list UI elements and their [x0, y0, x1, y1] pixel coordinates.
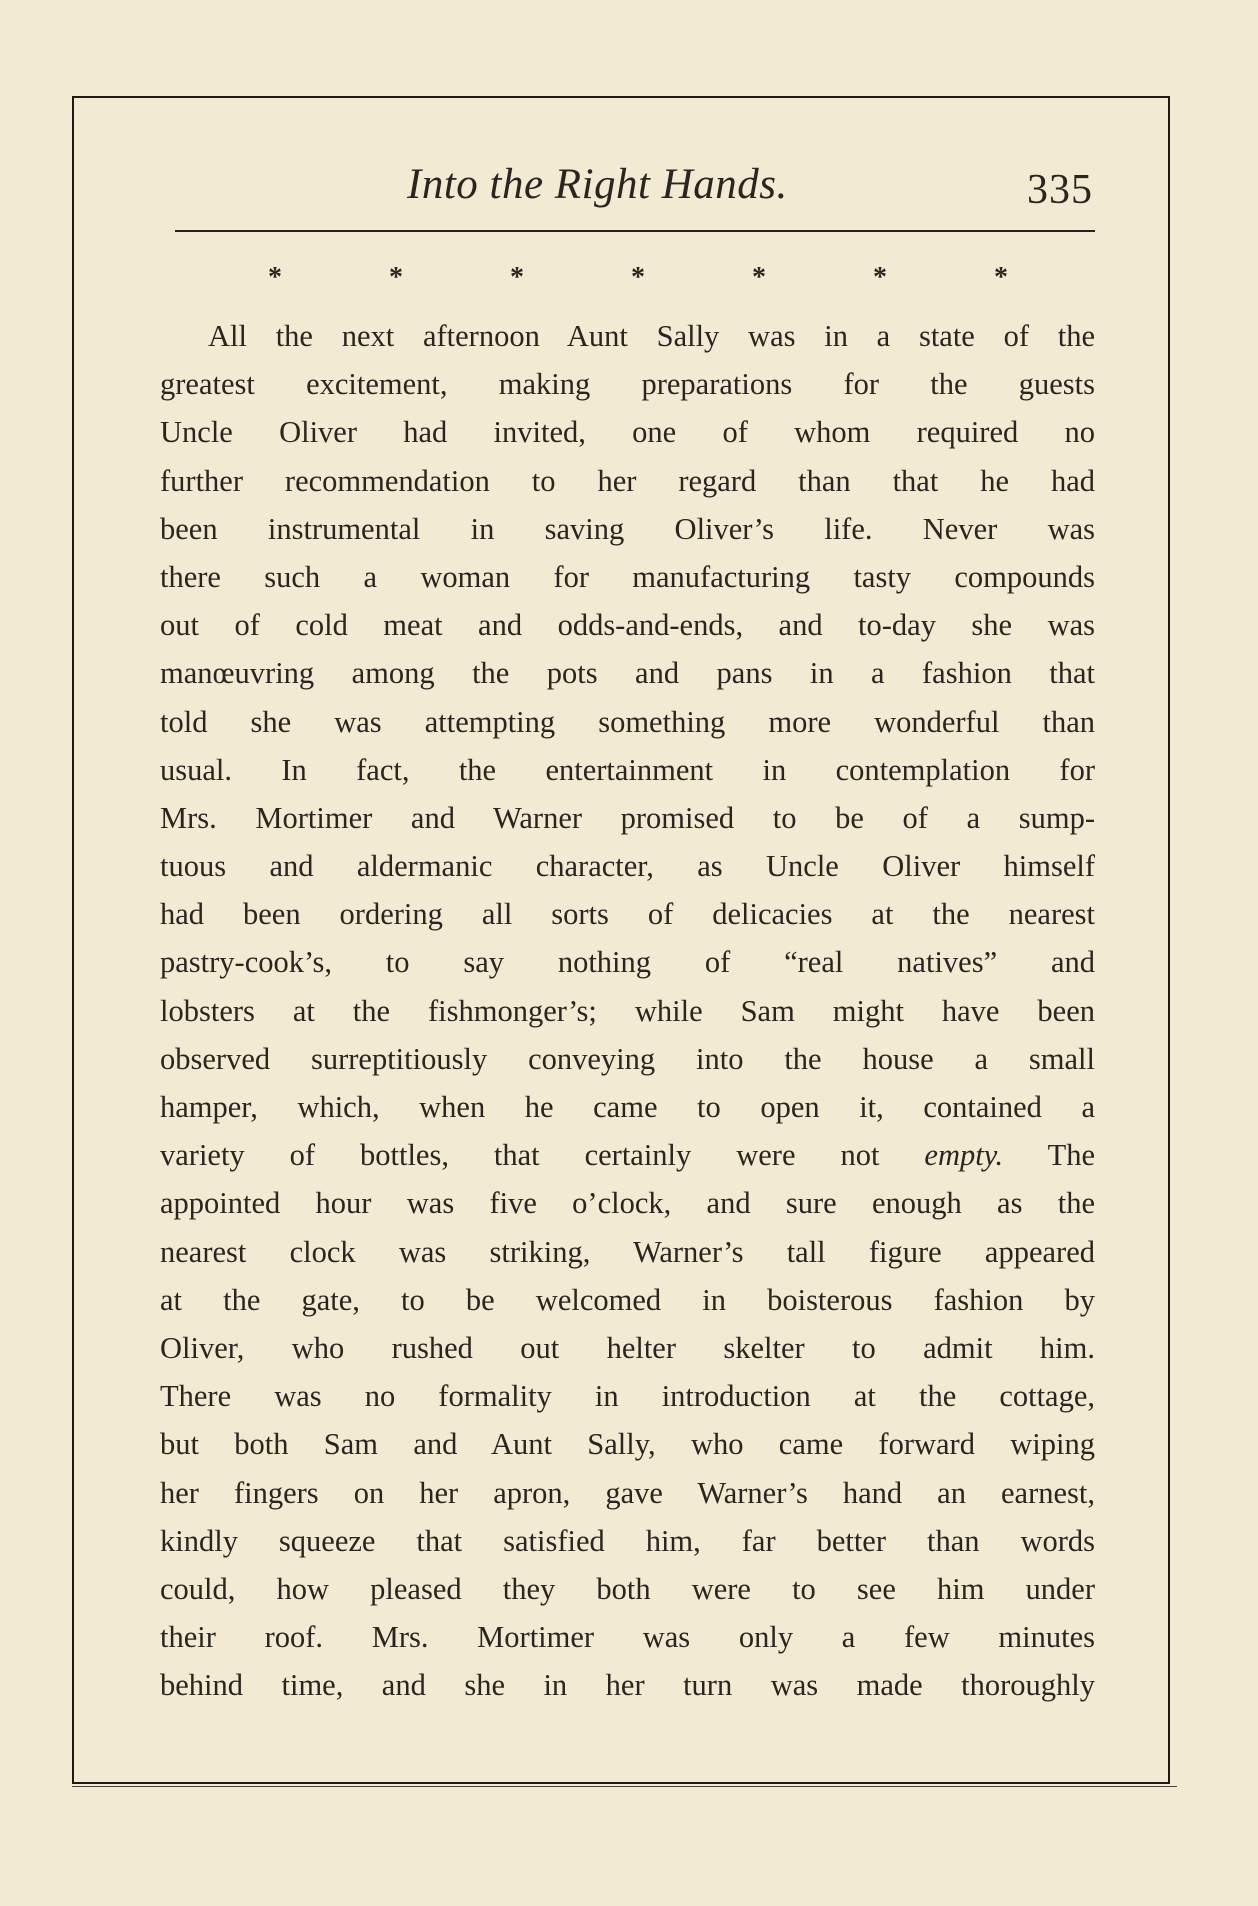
section-break-asterisk: * [752, 262, 766, 293]
text-line: her fingers on her apron, gave Warner’s hand an earnest, [160, 1475, 1095, 1510]
text-line-part: variety of bottles, that certainly were not [160, 1138, 880, 1173]
text-line: pastry-cook’s, to say nothing of “real natives” and [160, 945, 1095, 980]
text-line: tuous and aldermanic character, as Uncle Oliver himself [160, 849, 1095, 884]
text-line: there such a woman for manufacturing tasty compounds [160, 559, 1095, 594]
page-number: 335 [1027, 167, 1093, 213]
section-break-asterisk: * [510, 262, 524, 293]
text-line: lobsters at the fishmonger’s; while Sam might have been [160, 993, 1095, 1028]
text-line: All the next afternoon Aunt Sally was in a state of the [208, 319, 1095, 353]
text-line: Mrs. Mortimer and Warner promised to be of a sump- [160, 800, 1095, 835]
text-line: out of cold meat and odds-and-ends, and to-day she was [160, 608, 1095, 643]
header-rule [175, 230, 1095, 232]
running-title: Into the Right Hands. [407, 161, 788, 208]
section-break-asterisk: * [631, 262, 645, 293]
text-line: behind time, and she in her turn was made thoroughly [160, 1668, 1095, 1703]
section-break [268, 262, 1008, 294]
text-line: nearest clock was striking, Warner’s tall figure appeared [160, 1234, 1095, 1269]
text-line: further recommendation to her regard than that he had [160, 463, 1095, 498]
text-line: been instrumental in saving Oliver’s life. Never was [160, 511, 1095, 546]
text-line: usual. In fact, the entertainment in contemplation for [160, 752, 1095, 787]
bottom-rule [72, 1786, 1177, 1787]
section-break-asterisk: * [268, 262, 282, 293]
text-line-with-italic [160, 1131, 1095, 1179]
text-line: could, how pleased they both were to see him under [160, 1571, 1095, 1606]
text-line: hamper, which, when he came to open it, contained a [160, 1090, 1095, 1124]
page-header [175, 156, 1095, 216]
text-line: Uncle Oliver had invited, one of whom required no [160, 415, 1095, 450]
text-line: There was no formality in introduction at the cottage, [160, 1379, 1095, 1414]
italic-word: empty. [924, 1138, 1004, 1173]
text-line: at the gate, to be welcomed in boisterous fashion by [160, 1282, 1095, 1317]
text-line: greatest excitement, making preparations for the guests [160, 367, 1095, 402]
section-break-asterisk: * [389, 262, 403, 293]
text-line: told she was attempting something more wonderful than [160, 704, 1095, 739]
section-break-asterisk: * [994, 262, 1008, 293]
text-line-part: The [1047, 1138, 1096, 1173]
text-line: observed surreptitiously conveying into the house a small [160, 1041, 1095, 1076]
section-break-asterisk: * [873, 262, 887, 293]
text-line: kindly squeeze that satisfied him, far better than words [160, 1523, 1095, 1558]
text-line: Oliver, who rushed out helter skelter to admit him. [160, 1330, 1095, 1365]
body-paragraph [160, 312, 1095, 1709]
text-line: appointed hour was five o’clock, and sure enough as the [160, 1186, 1095, 1221]
text-line: manœuvring among the pots and pans in a fashion that [160, 656, 1095, 691]
text-line: but both Sam and Aunt Sally, who came forward wiping [160, 1427, 1095, 1462]
text-line: their roof. Mrs. Mortimer was only a few minutes [160, 1620, 1095, 1655]
text-line: had been ordering all sorts of delicacies at the nearest [160, 897, 1095, 932]
